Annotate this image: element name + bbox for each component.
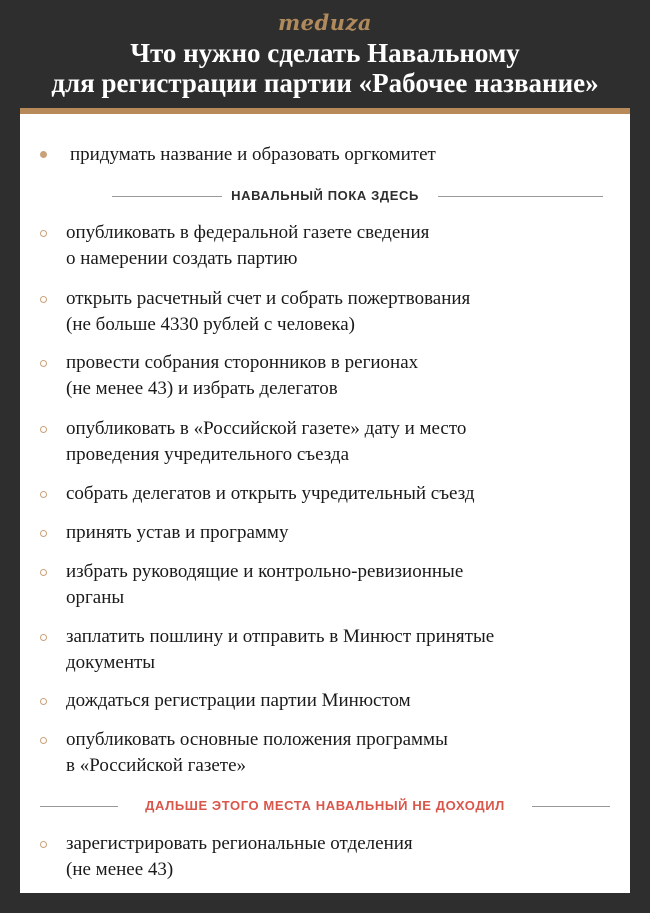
hollow-bullet-icon [40, 634, 47, 641]
step-line: опубликовать в «Российской газете» дату и место [66, 418, 467, 439]
step-line: (не менее 43) [66, 859, 174, 880]
steps-card [20, 108, 630, 893]
step-line: о намерении создать партию [66, 248, 298, 269]
step-line: опубликовать основные положения программы [66, 729, 448, 750]
hollow-bullet-icon [40, 841, 47, 848]
hollow-bullet-icon [40, 737, 47, 744]
hollow-bullet-icon [40, 230, 47, 237]
step-text [66, 559, 616, 611]
step-text [66, 727, 616, 779]
hollow-bullet-icon [40, 491, 47, 498]
title-line-2: для регистрации партии «Рабочее название» [51, 68, 599, 98]
divider-here [20, 186, 630, 206]
step-line: проведения учредительного съезда [66, 444, 350, 465]
step-line: в «Российской газете» [66, 755, 247, 776]
hollow-bullet-icon [40, 296, 47, 303]
step-text [66, 624, 616, 676]
step-line: зарегистрировать региональные отделения [66, 833, 413, 854]
meduza-logo: meduza [277, 10, 373, 35]
step-line: дождаться регистрации партии Минюстом [66, 690, 411, 711]
step-text [66, 416, 616, 468]
step-line: собрать делегатов и открыть учредительный съезд [66, 483, 475, 504]
step-line: (не менее 43) и избрать делегатов [66, 378, 338, 399]
divider-label: ДАЛЬШЕ ЭТОГО МЕСТА НАВАЛЬНЫЙ НЕ ДОХОДИЛ [137, 796, 513, 816]
page-title [0, 38, 650, 98]
title-line-1: Что нужно сделать Навальному [130, 38, 520, 68]
divider-stop [20, 796, 630, 816]
step-line: (не больше 4330 рублей с человека) [66, 314, 355, 335]
step-text [66, 520, 616, 546]
hollow-bullet-icon [40, 426, 47, 433]
step-line: заплатить пошлину и отправить в Минюст принятые [66, 626, 495, 647]
step-line: провести собрания сторонников в регионах [66, 352, 419, 373]
step-text [66, 286, 616, 338]
divider-line-left [112, 196, 222, 197]
step-line: избрать руководящие и контрольно-ревизионные [66, 561, 464, 582]
step-text [66, 481, 616, 507]
step-text [66, 831, 616, 883]
hollow-bullet-icon [40, 530, 47, 537]
step-line: опубликовать в федеральной газете сведения [66, 222, 430, 243]
divider-line-right [438, 196, 603, 197]
hollow-bullet-icon [40, 360, 47, 367]
divider-line-left [40, 806, 118, 807]
step-line: документы [66, 652, 156, 673]
step-text [66, 688, 616, 714]
step-line: принять устав и программу [66, 522, 289, 543]
step-text [66, 220, 616, 272]
hollow-bullet-icon [40, 698, 47, 705]
step-line: органы [66, 587, 125, 608]
step-text: придумать название и образовать оргкомитет [70, 144, 436, 165]
divider-line-right [532, 806, 610, 807]
divider-label: НАВАЛЬНЫЙ ПОКА ЗДЕСЬ [223, 186, 427, 206]
step-text [66, 350, 616, 402]
step-line: открыть расчетный счет и собрать пожертвования [66, 288, 471, 309]
filled-bullet-icon [40, 151, 47, 158]
hollow-bullet-icon [40, 569, 47, 576]
